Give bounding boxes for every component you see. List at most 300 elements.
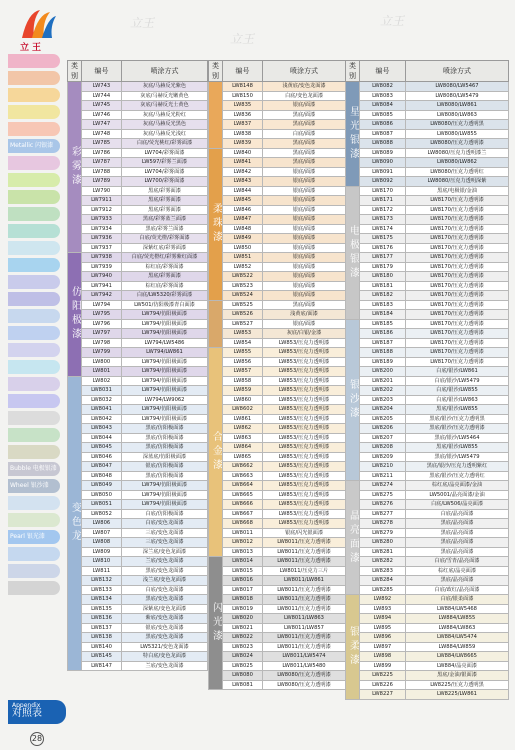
side-tab[interactable] bbox=[8, 258, 60, 272]
product-code: LW8205 bbox=[360, 414, 406, 424]
table-row bbox=[68, 538, 208, 548]
side-tab[interactable] bbox=[8, 173, 60, 187]
spray-method: 黑底/仿阳极面漆 bbox=[122, 433, 208, 443]
spray-method: LW8080/压克力透明深紫 bbox=[406, 177, 509, 187]
table-row bbox=[209, 528, 346, 538]
product-code: LW8087 bbox=[360, 129, 406, 139]
table-row bbox=[209, 148, 346, 158]
spray-method: 白底/银柔面漆 bbox=[406, 595, 509, 605]
product-code: LW8089 bbox=[360, 148, 406, 158]
table-row bbox=[346, 557, 509, 567]
spray-method: 深兰底/变色龙面漆 bbox=[122, 547, 208, 557]
spray-table-2 bbox=[208, 60, 346, 690]
product-code: LW8274 bbox=[360, 481, 406, 491]
spray-method: LW8011/压克力透明漆 bbox=[263, 642, 346, 652]
spray-method: 黑底/晶亮面漆 bbox=[406, 538, 509, 548]
spray-method: LW884/LW8665 bbox=[406, 652, 509, 662]
table-row bbox=[68, 566, 208, 576]
spray-method: 黑底/彩雾面漆 bbox=[122, 272, 208, 282]
side-tab[interactable] bbox=[8, 275, 60, 289]
table-row bbox=[209, 338, 346, 348]
product-code: LW8015 bbox=[223, 566, 263, 576]
product-code: LW8524 bbox=[223, 291, 263, 301]
table-row bbox=[68, 547, 208, 557]
product-code: LW8025 bbox=[223, 661, 263, 671]
spray-method: LW884/LW5468 bbox=[406, 604, 509, 614]
product-code: LW855 bbox=[223, 348, 263, 358]
table-row bbox=[209, 471, 346, 481]
product-code: LW848 bbox=[223, 224, 263, 234]
spray-method: 黑底/彩雾面漆 bbox=[122, 186, 208, 196]
table-row bbox=[346, 262, 509, 272]
table-row bbox=[346, 376, 509, 386]
product-code: LW8526 bbox=[223, 310, 263, 320]
spray-method: LW884/晶亮面漆 bbox=[406, 661, 509, 671]
product-code: LW843 bbox=[223, 177, 263, 187]
spray-method: LW794/仿阳极面漆 bbox=[122, 405, 208, 415]
product-code: LW747 bbox=[82, 120, 122, 130]
table-row bbox=[209, 386, 346, 396]
spray-method: 灰底/马赫反光嫩黄色 bbox=[122, 91, 208, 101]
category-cell: 晶亮面漆 bbox=[346, 481, 360, 595]
spray-method: 三底/变色龙面漆 bbox=[122, 528, 208, 538]
spray-method: 白底/变色龙面漆 bbox=[263, 91, 346, 101]
product-code: LW8147 bbox=[82, 661, 122, 671]
product-code: LW897 bbox=[360, 642, 406, 652]
table-row bbox=[209, 129, 346, 139]
table-row bbox=[68, 462, 208, 472]
table-row bbox=[68, 129, 208, 139]
product-code: LW862 bbox=[223, 424, 263, 434]
side-tab[interactable] bbox=[8, 122, 60, 136]
product-code: LW839 bbox=[223, 139, 263, 149]
spray-method: LW853/压克力透明漆 bbox=[263, 443, 346, 453]
spray-method: 银底/面漆 bbox=[263, 186, 346, 196]
spray-method: 黑底/仿阳极面漆 bbox=[122, 424, 208, 434]
table-row bbox=[346, 386, 509, 396]
product-code: LW8276 bbox=[360, 500, 406, 510]
product-code: LW899 bbox=[360, 661, 406, 671]
table-row bbox=[346, 215, 509, 225]
table-row bbox=[346, 661, 509, 671]
side-tab[interactable] bbox=[8, 88, 60, 102]
side-tab[interactable] bbox=[8, 343, 60, 357]
side-tab[interactable] bbox=[8, 292, 60, 306]
table-row bbox=[68, 614, 208, 624]
table-row bbox=[346, 300, 509, 310]
table-row bbox=[346, 101, 509, 111]
table-row bbox=[68, 329, 208, 339]
category-cell: 银柔漆 bbox=[346, 595, 360, 700]
product-code: LW8209 bbox=[360, 452, 406, 462]
product-code: LW809 bbox=[82, 547, 122, 557]
table-row bbox=[209, 91, 346, 101]
product-code: LW863 bbox=[223, 433, 263, 443]
product-code: LW8202 bbox=[360, 386, 406, 396]
table-row bbox=[209, 623, 346, 633]
header-method: 喷涂方式 bbox=[122, 61, 208, 82]
header-cat: 类别 bbox=[68, 61, 82, 82]
spray-method: LW8170/压克力透明漆 bbox=[406, 357, 509, 367]
product-code: LW8014 bbox=[223, 557, 263, 567]
product-code: LW789 bbox=[82, 177, 122, 187]
header-code: 编号 bbox=[360, 61, 406, 82]
spray-method: 白底/仿阳极面漆 bbox=[122, 509, 208, 519]
table-row bbox=[209, 177, 346, 187]
table-row bbox=[346, 253, 509, 263]
table-row bbox=[209, 671, 346, 681]
table-row bbox=[68, 471, 208, 481]
spray-method: LW700/彩雾面漆 bbox=[122, 177, 208, 187]
side-tab[interactable] bbox=[8, 105, 60, 119]
spray-method: 银底/面漆 bbox=[263, 101, 346, 111]
product-code: LW8179 bbox=[360, 262, 406, 272]
table-row bbox=[346, 234, 509, 244]
spray-method: LW704/彩雾面漆 bbox=[122, 148, 208, 158]
table-row bbox=[68, 234, 208, 244]
watermark: 立王 bbox=[130, 16, 155, 30]
product-code: LW8183 bbox=[360, 300, 406, 310]
product-code: LW8277 bbox=[360, 509, 406, 519]
spray-method: LW8170/压克力透明漆 bbox=[406, 234, 509, 244]
table-row bbox=[68, 139, 208, 149]
table-row bbox=[346, 633, 509, 643]
product-code: LW801 bbox=[82, 367, 122, 377]
side-tab[interactable] bbox=[8, 513, 60, 527]
side-tab[interactable] bbox=[8, 496, 60, 510]
spray-method: 黑底/面漆 bbox=[263, 139, 346, 149]
table-row bbox=[346, 348, 509, 358]
product-code: LW8281 bbox=[360, 547, 406, 557]
side-tab[interactable] bbox=[8, 241, 60, 255]
side-tab[interactable] bbox=[8, 394, 60, 408]
spray-method: 黑底/仿阳极面漆 bbox=[122, 471, 208, 481]
spray-method: LW8011/压克力三片 bbox=[263, 566, 346, 576]
product-code: LW8226 bbox=[360, 680, 406, 690]
header-cat: 类别 bbox=[209, 61, 223, 82]
spray-method: 黑底/彩雾面漆 bbox=[122, 205, 208, 215]
table-row bbox=[209, 614, 346, 624]
product-code: LW788 bbox=[82, 167, 122, 177]
spray-method: 黑底/面漆 bbox=[263, 148, 346, 158]
side-tab[interactable]: Metallic 闪银漆 bbox=[8, 139, 60, 153]
side-tab[interactable] bbox=[8, 547, 60, 561]
product-code: LW8204 bbox=[360, 405, 406, 415]
appendix-zh: 对照表 bbox=[12, 708, 42, 719]
product-code: LW8225 bbox=[360, 671, 406, 681]
category-cell: 柔珠漆 bbox=[209, 148, 223, 300]
product-code: LW795 bbox=[82, 310, 122, 320]
side-tab[interactable] bbox=[8, 326, 60, 340]
spray-method: 银底/面漆 bbox=[263, 291, 346, 301]
spray-method: 白底/政红/晶亮面漆 bbox=[406, 585, 509, 595]
table-row bbox=[68, 557, 208, 567]
side-tab[interactable] bbox=[8, 224, 60, 238]
table-row bbox=[346, 196, 509, 206]
table-row bbox=[346, 357, 509, 367]
side-tab[interactable] bbox=[8, 445, 60, 459]
product-code: LW8150 bbox=[223, 91, 263, 101]
product-code: LW8092 bbox=[360, 177, 406, 187]
table-row bbox=[68, 367, 208, 377]
spray-method: LW8170/压克力透明漆 bbox=[406, 348, 509, 358]
table-row bbox=[68, 148, 208, 158]
product-code: LW8052 bbox=[82, 509, 122, 519]
category-cell: 星光银漆 bbox=[346, 82, 360, 187]
product-code: LW7934 bbox=[82, 224, 122, 234]
product-code: LW8285 bbox=[360, 585, 406, 595]
product-code: LW8275 bbox=[360, 490, 406, 500]
spray-method: LW8170/压克力透明漆 bbox=[406, 196, 509, 206]
spray-method: 浅黄底/变色龙面漆 bbox=[263, 82, 346, 92]
table-row bbox=[209, 120, 346, 130]
product-code: LW743 bbox=[82, 82, 122, 92]
spray-method: LW853/压克力透明漆 bbox=[263, 471, 346, 481]
spray-method: 深蓝底/仿阳极面漆 bbox=[122, 452, 208, 462]
spray-method: LW8080/压克力透明漆 bbox=[263, 671, 346, 681]
spray-method: 白底/荧光橙红/彩雾紫红面漆 bbox=[122, 253, 208, 263]
product-code: LW8088 bbox=[360, 139, 406, 149]
table-row bbox=[346, 471, 509, 481]
spray-method: LW853/压克力透明漆 bbox=[263, 414, 346, 424]
spray-method: LW8080/压克力透明漆 bbox=[406, 139, 509, 149]
product-code: LW8208 bbox=[360, 443, 406, 453]
table-row bbox=[68, 576, 208, 586]
spray-method: LW8080/压克力透明漆 bbox=[263, 680, 346, 690]
table-row bbox=[209, 595, 346, 605]
table-row bbox=[68, 167, 208, 177]
table-row bbox=[68, 310, 208, 320]
table-row bbox=[68, 633, 208, 643]
side-tab[interactable] bbox=[8, 581, 60, 595]
table-row bbox=[209, 243, 346, 253]
spray-method: LW884/LW863 bbox=[406, 623, 509, 633]
spray-method: LW8170/压克力透明漆 bbox=[406, 215, 509, 225]
table-row bbox=[346, 148, 509, 158]
spray-method: LW8011/压克力透明漆 bbox=[263, 595, 346, 605]
side-tab[interactable]: Bubble 电极银漆 bbox=[8, 462, 60, 476]
table-row bbox=[346, 595, 509, 605]
spray-method: 黑底/变色龙面漆 bbox=[122, 633, 208, 643]
spray-method: 棕红底/彩雾面漆 bbox=[122, 281, 208, 291]
product-code: LW7937 bbox=[82, 243, 122, 253]
product-code: LW800 bbox=[82, 357, 122, 367]
spray-method: LW853/压克力透明漆 bbox=[263, 367, 346, 377]
spray-method: LW8011/LW5474 bbox=[263, 652, 346, 662]
spray-method: LW853/压克力透明漆 bbox=[263, 433, 346, 443]
product-code: LW8046 bbox=[82, 452, 122, 462]
product-code: LW744 bbox=[82, 91, 122, 101]
spray-method: LW794/LW861 bbox=[122, 348, 208, 358]
table-row bbox=[209, 443, 346, 453]
table-row bbox=[209, 633, 346, 643]
table-row bbox=[68, 386, 208, 396]
product-code: LW8523 bbox=[223, 281, 263, 291]
product-code: LW7912 bbox=[82, 205, 122, 215]
table-row bbox=[68, 158, 208, 168]
spray-method: LW8011/压克力透明漆 bbox=[263, 557, 346, 567]
table-row bbox=[209, 234, 346, 244]
spray-method: LW853/压克力透明漆 bbox=[263, 452, 346, 462]
spray-method: 灰底/马赫反光黑色 bbox=[122, 120, 208, 130]
spray-method: 棕红底/晶亮面漆 bbox=[406, 566, 509, 576]
spray-method: 黑底/彩雾面漆 bbox=[122, 196, 208, 206]
spray-method: LW853/压克力透明漆 bbox=[263, 424, 346, 434]
table-row bbox=[68, 319, 208, 329]
table-row bbox=[346, 490, 509, 500]
product-code: LW8133 bbox=[82, 585, 122, 595]
table-row bbox=[209, 348, 346, 358]
product-code: LW806 bbox=[82, 519, 122, 529]
spray-method: LW794/仿阳极面漆 bbox=[122, 329, 208, 339]
table-row bbox=[209, 82, 346, 92]
table-row bbox=[209, 376, 346, 386]
table-row bbox=[209, 680, 346, 690]
table-row bbox=[346, 186, 509, 196]
spray-method: 银底/面漆 bbox=[263, 177, 346, 187]
table-row bbox=[68, 661, 208, 671]
product-code: LW853 bbox=[223, 329, 263, 339]
side-tab[interactable] bbox=[8, 377, 60, 391]
spray-method: LW853/压克力透明漆 bbox=[263, 481, 346, 491]
table-row bbox=[346, 167, 509, 177]
product-code: LW8663 bbox=[223, 471, 263, 481]
spray-method: 黑底/晶亮面漆 bbox=[406, 519, 509, 529]
table-row bbox=[209, 452, 346, 462]
product-code: LW798 bbox=[82, 338, 122, 348]
spray-method: 白底/荧光桃红/彩雾面漆 bbox=[122, 139, 208, 149]
category-cell: 仿阳极漆 bbox=[68, 253, 82, 377]
spray-method: LW8170/压克力透明漆 bbox=[406, 243, 509, 253]
product-code: LW849 bbox=[223, 234, 263, 244]
table-row bbox=[68, 91, 208, 101]
spray-method: 三底/变色龙面漆 bbox=[122, 538, 208, 548]
product-code: LW8022 bbox=[223, 633, 263, 643]
table-row bbox=[346, 82, 509, 92]
table-row bbox=[346, 642, 509, 652]
product-code: LW8283 bbox=[360, 566, 406, 576]
spray-method: 白底/面漆 bbox=[263, 129, 346, 139]
spray-method: 银底/仿阳极面漆 bbox=[122, 462, 208, 472]
category-cell: 银沙漆 bbox=[346, 319, 360, 481]
spray-method: LW8080/LW862 bbox=[406, 158, 509, 168]
side-tab[interactable] bbox=[8, 207, 60, 221]
side-tab[interactable] bbox=[8, 564, 60, 578]
spray-method: LW597/彩雾兰面漆 bbox=[122, 158, 208, 168]
spray-method: 黑底/银沙/LW5479 bbox=[406, 452, 509, 462]
product-code: LW808 bbox=[82, 538, 122, 548]
product-code: LW7938 bbox=[82, 253, 122, 263]
side-tab[interactable] bbox=[8, 54, 60, 68]
product-code: LW807 bbox=[82, 528, 122, 538]
spray-method: LW853/压克力透明漆 bbox=[263, 519, 346, 529]
table-row bbox=[68, 348, 208, 358]
product-code: LW864 bbox=[223, 443, 263, 453]
header-code: 编号 bbox=[223, 61, 263, 82]
product-code: LW861 bbox=[223, 414, 263, 424]
product-code: LW797 bbox=[82, 329, 122, 339]
spray-method: 兰底/变色龙面漆 bbox=[122, 557, 208, 567]
side-tab[interactable] bbox=[8, 428, 60, 442]
table-row bbox=[68, 490, 208, 500]
side-tab[interactable]: Pearl 银光漆 bbox=[8, 530, 60, 544]
appendix-tab[interactable] bbox=[8, 700, 66, 724]
table-row bbox=[209, 576, 346, 586]
category-cell bbox=[209, 82, 223, 149]
table-row bbox=[68, 500, 208, 510]
product-code: LW8047 bbox=[82, 462, 122, 472]
table-row bbox=[68, 623, 208, 633]
product-code: LW7941 bbox=[82, 281, 122, 291]
spray-method: 白底/银沙/LW855 bbox=[406, 386, 509, 396]
product-code: LW898 bbox=[360, 652, 406, 662]
spray-method: LW794/仿阳极面漆 bbox=[122, 357, 208, 367]
side-tab[interactable] bbox=[8, 190, 60, 204]
table-row bbox=[209, 291, 346, 301]
table-row bbox=[68, 272, 208, 282]
table-row bbox=[68, 357, 208, 367]
category-cell: 闪光漆 bbox=[209, 557, 223, 690]
spray-method: 白底/银沙/LW861 bbox=[406, 367, 509, 377]
spray-method: 棕红底/彩雾面漆 bbox=[122, 262, 208, 272]
spray-method: 白底/晶亮面漆 bbox=[406, 509, 509, 519]
side-tab[interactable]: Wheel 银沙漆 bbox=[8, 479, 60, 493]
spray-method: 黑底/银沙/压克力透明黑 bbox=[406, 414, 509, 424]
table-row bbox=[209, 395, 346, 405]
side-tab[interactable] bbox=[8, 309, 60, 323]
table-row bbox=[209, 652, 346, 662]
side-tab[interactable] bbox=[8, 71, 60, 85]
side-tab[interactable] bbox=[8, 360, 60, 374]
product-code: LW8170 bbox=[360, 186, 406, 196]
spray-method: 白底/银沙/LW863 bbox=[406, 395, 509, 405]
table-row bbox=[209, 357, 346, 367]
table-row bbox=[346, 538, 509, 548]
product-code: LW8041 bbox=[82, 405, 122, 415]
table-row bbox=[209, 367, 346, 377]
spray-method: 黑底/银沙/LW855 bbox=[406, 405, 509, 415]
spray-method: 黑底/银沙/压克力透明紫红 bbox=[406, 462, 509, 472]
table-row bbox=[68, 243, 208, 253]
spray-method: 黑底/金油/银面漆 bbox=[406, 671, 509, 681]
spray-method: LW794/仿阳极面漆 bbox=[122, 490, 208, 500]
product-code: LW8032 bbox=[82, 395, 122, 405]
spray-method: 紫底/变色龙面漆 bbox=[122, 614, 208, 624]
product-code: LW837 bbox=[223, 120, 263, 130]
table-row bbox=[209, 139, 346, 149]
table-row bbox=[68, 177, 208, 187]
spray-method: LW8225/LW861 bbox=[406, 690, 509, 700]
product-code: LW7911 bbox=[82, 196, 122, 206]
category-cell: 电极银漆 bbox=[346, 186, 360, 319]
product-code: LW8602 bbox=[223, 405, 263, 415]
product-code: LW8136 bbox=[82, 614, 122, 624]
product-code: LW8016 bbox=[223, 576, 263, 586]
side-tab[interactable] bbox=[8, 411, 60, 425]
spray-method: 黑底/晶亮面漆 bbox=[406, 576, 509, 586]
spray-method: LW853/压克力透明漆 bbox=[263, 338, 346, 348]
table-row bbox=[68, 652, 208, 662]
product-code: LW858 bbox=[223, 376, 263, 386]
brand-logo bbox=[18, 8, 58, 44]
side-tab[interactable] bbox=[8, 156, 60, 170]
table-row bbox=[346, 509, 509, 519]
spray-method: LW8011/压克力透明漆 bbox=[263, 585, 346, 595]
product-code: LW8024 bbox=[223, 652, 263, 662]
spray-method: 特白底/变色龙面漆 bbox=[122, 652, 208, 662]
table-row bbox=[346, 414, 509, 424]
table-row bbox=[68, 519, 208, 529]
